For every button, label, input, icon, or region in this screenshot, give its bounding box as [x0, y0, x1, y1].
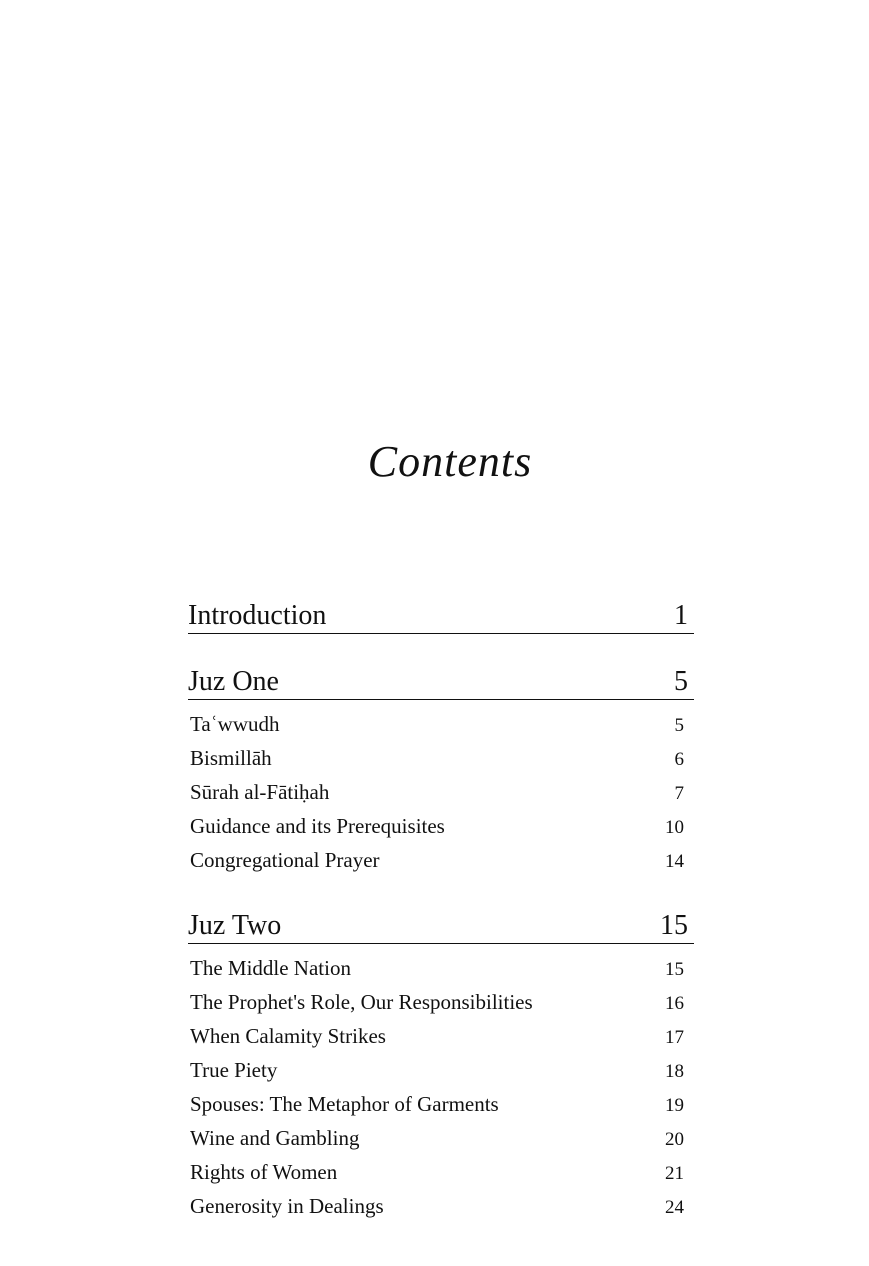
- toc-section-heading[interactable]: [188, 662, 694, 700]
- entry-title: Rights of Women: [190, 1160, 338, 1184]
- entry-title: Wine and Gambling: [190, 1126, 360, 1150]
- entry-title: Generosity in Dealings: [190, 1194, 384, 1218]
- page-number: 5: [674, 666, 688, 697]
- page-number: 19: [665, 1095, 684, 1116]
- entry-title: Spouses: The Metaphor of Garments: [190, 1092, 499, 1116]
- page-number: 24: [665, 1197, 684, 1218]
- page-number: 20: [665, 1129, 684, 1150]
- toc-section-introduction: [188, 596, 694, 634]
- entry-title: The Prophet's Role, Our Responsibilities: [190, 990, 533, 1014]
- toc-entry[interactable]: [188, 1020, 694, 1054]
- toc-section-heading[interactable]: [188, 596, 694, 634]
- toc-entry[interactable]: [188, 1088, 694, 1122]
- section-title: Juz One: [188, 666, 279, 697]
- toc-entry[interactable]: [188, 708, 694, 742]
- entry-title: Sūrah al-Fātiḥah: [190, 780, 330, 804]
- entry-title: When Calamity Strikes: [190, 1024, 386, 1048]
- page-number: 21: [665, 1163, 684, 1184]
- entry-title: Guidance and its Prerequisites: [190, 814, 445, 838]
- table-of-contents: [188, 596, 694, 1252]
- page-number: 15: [660, 910, 688, 941]
- page-title: Contents: [367, 437, 533, 486]
- entry-title: Taʿwwudh: [190, 712, 280, 736]
- toc-entry[interactable]: [188, 776, 694, 810]
- entry-title: True Piety: [190, 1058, 278, 1082]
- toc-entry[interactable]: [188, 810, 694, 844]
- toc-entry[interactable]: [188, 1122, 694, 1156]
- toc-entry[interactable]: [188, 1054, 694, 1088]
- page-number: 18: [665, 1061, 684, 1082]
- toc-entry[interactable]: [188, 742, 694, 776]
- toc-section-juz-two: [188, 906, 694, 1224]
- section-title: Introduction: [188, 600, 327, 631]
- toc-entry[interactable]: [188, 952, 694, 986]
- page-number: 17: [665, 1027, 684, 1048]
- entry-title: The Middle Nation: [190, 956, 351, 980]
- page-number: 1: [674, 600, 688, 631]
- page-number: 14: [665, 851, 684, 872]
- page-number: 15: [665, 959, 684, 980]
- page-number: 7: [674, 783, 684, 804]
- section-title: Juz Two: [188, 910, 282, 941]
- page-number: 10: [665, 817, 684, 838]
- page-number: 16: [665, 993, 684, 1014]
- toc-entry[interactable]: [188, 1190, 694, 1224]
- toc-section-juz-one: [188, 662, 694, 878]
- toc-entry[interactable]: [188, 844, 694, 878]
- toc-section-heading[interactable]: [188, 906, 694, 944]
- entry-title: Congregational Prayer: [190, 848, 380, 872]
- toc-entry-list: [188, 708, 694, 878]
- toc-entry-list: [188, 952, 694, 1224]
- page-number: 6: [674, 749, 684, 770]
- entry-title: Bismillāh: [190, 746, 272, 770]
- page-number: 5: [674, 715, 684, 736]
- toc-entry[interactable]: [188, 1156, 694, 1190]
- toc-entry[interactable]: [188, 986, 694, 1020]
